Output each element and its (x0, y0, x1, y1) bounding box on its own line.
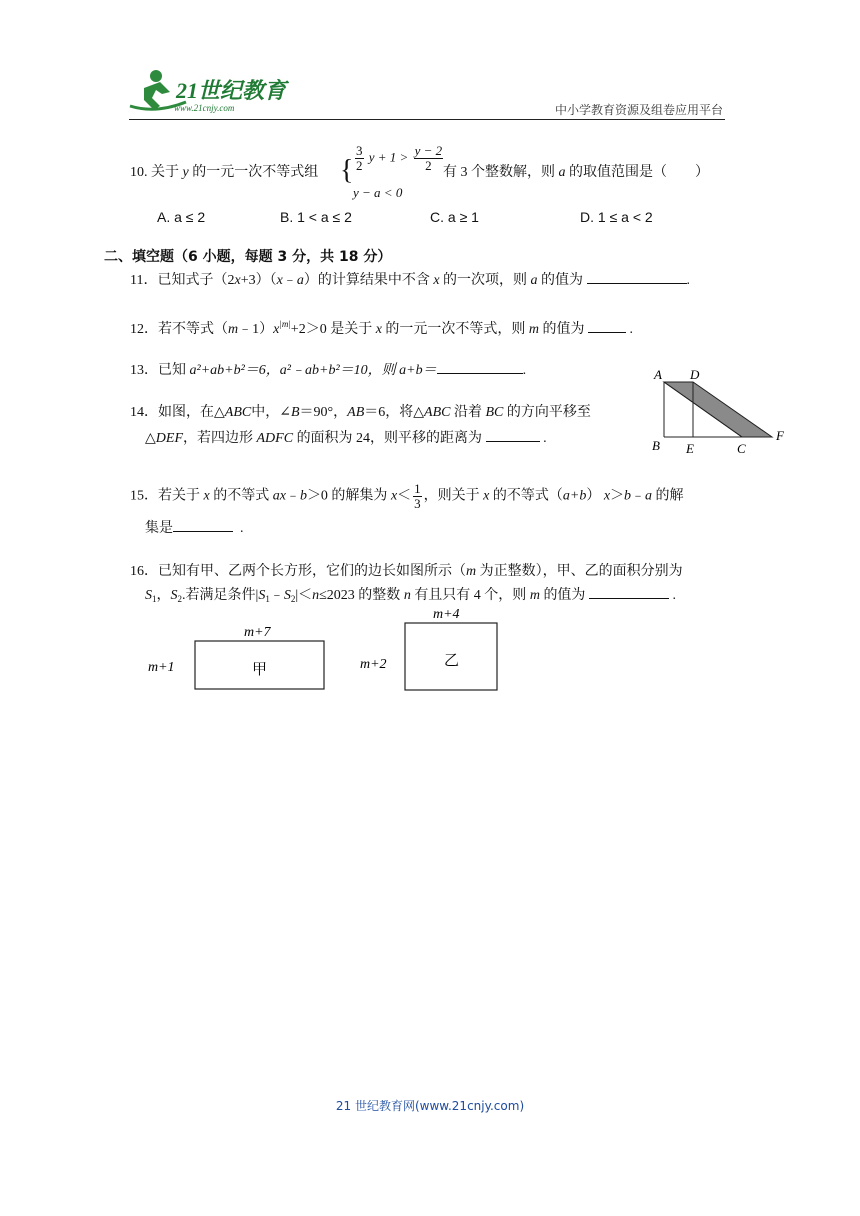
logo-graphic (126, 66, 291, 116)
q13-end: . (522, 363, 527, 378)
q16-s2: S (170, 588, 178, 603)
q15-frac-den: 3 (414, 496, 421, 511)
q11-c: ﹣ (282, 273, 297, 288)
q14-line2-c: 的面积为 24，则平移的距离为 (296, 431, 483, 446)
q10-post: 有 3 个整数解，则 (443, 165, 555, 180)
rect2-top-label: m+4 (433, 607, 460, 622)
q10-post2: 的取值范围是（ ） (569, 165, 709, 180)
q16-line2-b: ﹣ (269, 588, 284, 603)
rect1-side-label: m+1 (148, 660, 175, 675)
question-16-line1 (130, 563, 683, 581)
translation-figure (646, 362, 790, 456)
q15-x4: x (603, 488, 611, 504)
q13-expr2: a²﹣ab+b²＝10，则 (279, 363, 396, 378)
q16-s2-sub: 2 (177, 594, 182, 604)
q16-s1-sub: 1 (152, 594, 157, 604)
q14-def: DEF (155, 431, 183, 446)
section-title: 二、填空题（6 小题，每题 3 分，共 18 分） (104, 249, 392, 265)
q12-m: m (228, 322, 239, 337)
q14-c: ＝90°， (299, 405, 348, 420)
logo-url-text: www.21cnjy.com (174, 103, 235, 113)
footer-link[interactable]: 21 世纪教育网(www.21cnjy.com) (335, 1099, 525, 1113)
q15-d: ＞0 的解集为 (306, 488, 388, 504)
q15-ab: a+b (562, 488, 587, 504)
q15-x3: x (483, 488, 490, 504)
q15-x: x (203, 488, 210, 504)
q16-line2-d: ≤2023 的整数 (319, 588, 401, 603)
q16-line2-c: |＜ (295, 588, 313, 603)
q13-a: 13．已知 (130, 363, 186, 378)
q11-b: +3）（ (240, 273, 277, 288)
q10-tail (443, 164, 709, 182)
q15-e: ＜ (397, 488, 412, 504)
q11-x2: x (276, 273, 283, 288)
frac2-num: y − 2 (414, 143, 443, 158)
q15-b-var: b (299, 488, 307, 504)
q10-pre: 关于 (151, 165, 179, 180)
q16-n2: n (403, 588, 411, 603)
q11-f: 的值为 (541, 273, 584, 288)
q11-x3: x (433, 273, 440, 288)
label-f: F (776, 428, 784, 443)
q15-k: 的解 (655, 488, 684, 504)
q10-option-b: B. 1 < a ≤ 2 (280, 209, 352, 225)
q12-c: +2＞0 是关于 (290, 322, 373, 337)
q14-ab: AB (347, 405, 365, 420)
q15-c: ﹣ (285, 488, 300, 504)
q16-m2: m (529, 588, 540, 603)
question-14-line2 (145, 428, 547, 448)
q12-x: x (273, 322, 280, 337)
q15-x2: x (390, 488, 398, 504)
q14-d: ＝6，将△ (364, 405, 425, 420)
header-divider (129, 119, 725, 120)
q16-m: m (466, 564, 477, 579)
q15-b2: b (624, 488, 632, 504)
q14-angle-b: B (290, 405, 300, 420)
q15-a-var: a (645, 488, 653, 504)
q16-comma: ， (156, 588, 171, 603)
q16-a: 16．已知有甲、乙两个长方形，它们的边长如图所示（ (130, 564, 466, 579)
frac1-den: 2 (356, 158, 363, 173)
q11-d: ）的计算结果中不含 (303, 273, 430, 288)
q14-a: 14．如图，在△ (130, 405, 225, 420)
label-b: B (652, 438, 660, 453)
rect2-side-label: m+2 (360, 657, 387, 672)
q15-line2: 集是 (145, 521, 173, 536)
q10-number: 10. (130, 165, 148, 180)
q10-var-y: y (182, 165, 189, 180)
frac1-num: 3 (356, 143, 363, 158)
q14-adfc: ADFC (256, 431, 294, 446)
q15-i: ＞ (610, 488, 625, 504)
q10-var-a: a (558, 165, 566, 180)
label-d: D (690, 367, 700, 382)
brace-icon: { (340, 155, 354, 186)
frac2-den: 2 (425, 158, 432, 173)
question-13 (130, 360, 526, 380)
q11-e: 的一次项，则 (443, 273, 528, 288)
label-a: A (654, 367, 662, 382)
question-15-line1 (130, 482, 684, 511)
q12-exponent: |m| (279, 319, 291, 329)
answer-blank-11[interactable] (587, 270, 687, 284)
answer-blank-14[interactable] (486, 428, 540, 442)
q14-abc: ABC (224, 405, 252, 420)
q16-s1b: S (258, 588, 266, 603)
q13-expr1: a²+ab+b²＝6， (189, 363, 280, 378)
q11-a-var2: a (530, 273, 538, 288)
q14-line2-a: △ (145, 431, 156, 446)
rectangles-figure (148, 603, 500, 695)
rect1-name: 甲 (252, 662, 268, 678)
q14-f: 的方向平移至 (506, 405, 591, 420)
q12-e: 的值为 (542, 322, 585, 337)
ineq1-mid: y + 1 > (368, 149, 409, 165)
q14-end: . (543, 431, 547, 446)
q15-h: ） (586, 488, 601, 504)
q15-a: 15．若关于 (130, 488, 200, 504)
q14-bc: BC (485, 405, 504, 420)
q15-j: ﹣ (631, 488, 646, 504)
q16-end: . (672, 588, 676, 603)
q10-option-c: C. a ≥ 1 (430, 209, 479, 225)
q12-x2: x (375, 322, 382, 337)
q14-line2-b: ，若四边形 (183, 431, 253, 446)
site-logo (126, 66, 291, 116)
q11-x: x (234, 273, 241, 288)
q15-f: ，则关于 (423, 488, 480, 504)
q16-line2-a: .若满足条件| (182, 588, 259, 603)
question-11 (130, 270, 690, 290)
q16-b: 为正整数），甲、乙的面积分别为 (479, 564, 683, 579)
q16-n: n (312, 588, 320, 603)
answer-blank-13[interactable] (437, 360, 523, 374)
question-14-line1 (130, 404, 591, 422)
q14-abc2: ABC (424, 405, 451, 420)
question-10 (130, 164, 318, 182)
q12-end: . (629, 322, 634, 337)
q13-expr3: a+b＝ (399, 363, 437, 378)
q16-line2-e: 有且只有 4 个，则 (414, 588, 527, 603)
q10-option-d: D. 1 ≤ a < 2 (580, 209, 653, 225)
answer-blank-12[interactable] (588, 319, 626, 333)
system-line-1 (353, 144, 445, 173)
parallelogram-adfc (664, 382, 772, 437)
logo-main-text: 21世纪教育 (176, 78, 287, 103)
q12-m2: m (528, 322, 540, 337)
label-c: C (737, 441, 746, 456)
q10-option-a: A. a ≤ 2 (157, 209, 206, 225)
platform-name: 中小学教育资源及组卷应用平台 (554, 103, 723, 117)
q15-b: 的不等式 (213, 488, 270, 504)
q15-ax: ax (272, 488, 286, 504)
q12-d: 的一元一次不等式，则 (385, 322, 526, 337)
q11-end: . (686, 273, 691, 288)
system-line-2: y − a < 0 (353, 185, 403, 200)
q12-b: ﹣1） (238, 322, 274, 337)
q15-g: 的不等式（ (492, 488, 563, 504)
rect2-name: 乙 (444, 653, 460, 669)
q15-frac-num: 1 (414, 481, 421, 496)
q16-s1: S (145, 588, 152, 603)
answer-blank-15[interactable] (173, 518, 233, 532)
q14-e: 沿着 (453, 405, 482, 420)
q16-line2-f: 的值为 (543, 588, 586, 603)
q16-s2b: S (283, 588, 291, 603)
q11-a: 11．已知式子（2 (130, 273, 235, 288)
q10-mid: 的一元一次不等式组 (192, 165, 319, 180)
q14-b: 中，∠ (251, 405, 291, 420)
label-e: E (686, 441, 694, 456)
rect1-top-label: m+7 (244, 625, 271, 640)
question-12 (130, 315, 633, 339)
q11-a-var: a (296, 273, 304, 288)
question-15-line2 (145, 518, 244, 538)
q15-end: . (240, 521, 244, 536)
q12-a: 12．若不等式（ (130, 322, 228, 337)
q16-s2b-sub: 2 (290, 594, 296, 604)
q16-s1b-sub: 1 (265, 594, 270, 604)
answer-blank-16[interactable] (589, 585, 669, 599)
